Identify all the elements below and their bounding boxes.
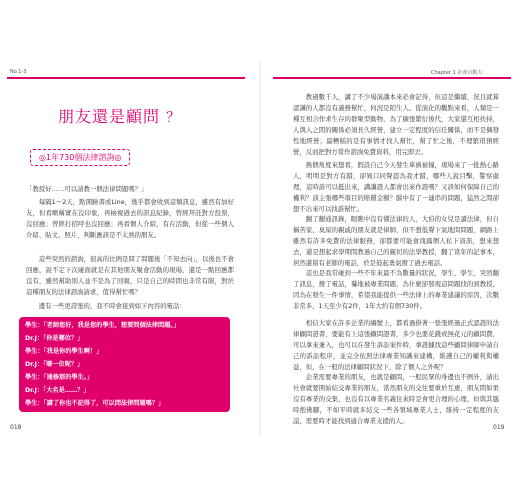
right-paragraph-4: 這也是我常碰到一些不年來最不為數量的狀況，學生，學生，突然翻了訊息，撥了電話，驀地被專業問題，為什麼卻發現這問題找的到教授，因為在發生一件事情，希望我能提供一些法律上的專業建議的原因，次數非常多，1天至少有2件，1年大約有個730件。 (293, 269, 499, 310)
right-page (261, 0, 520, 500)
dialogue-box (19, 317, 230, 412)
left-paragraph-4: 邊有一些更誇張的，我不時會接到如下內容的電話： (38, 302, 186, 310)
left-paragraph-1: 「教授好……可以請教一個法律問題嗎？」 (26, 185, 148, 193)
left-page-number: 018 (10, 424, 22, 431)
left-page (0, 0, 259, 500)
left-header-rule (7, 77, 245, 79)
right-header-rule (273, 77, 511, 79)
left-paragraph-3: 這些突然的諮詢，很高的比例是問了問題後「不知去向」，以後也不會回應，說不定下次碰面就是在其他朋友聚會活動的現場，還是一點回應都沒有，雖然幫助別人並不是為了回報，只是自己的時間也非常有限，對於這種朋友的法律諮詢請求，值得幫忙嗎？ (26, 255, 234, 296)
chapter-title (58, 104, 181, 127)
right-paragraph-2: 換個角度來想看，假設自己今天發生車禍被撞，現場來了一批熱心路人，明明是對方有錯，卻異口同聲認為我才錯，哪些人說目擊，警察處理，這時誰可以挺出來，講講證人都會出來作證嗎？又該如何保障自己的權利？該主張哪些項目的賠償金額？腦中有了一連串的問題，猛然之間卻想不出來可以找誰幫忙。 (293, 161, 499, 213)
right-paragraph-1: 教過數千人，講了不少場演講本來必會記得，但這是繼續，況且就算認識的人都沒有義務幫忙，何況是陌生人。從演化的觀點來看，人類是一種互相合作求生存的群聚型動物，為了擴張繁衍後代，大家還互相扶持，人與人之間的關係必須長久經營，建立一定程度的信任關係，而不是偶發性地經營；最糟糕的是有事情才找人幫忙，幫了忙之後，不理繁瑣預經營，反而把對方當作諮詢免費資料，用完即丟。 (293, 93, 499, 156)
right-paragraph-5: 相信大家在許多企業的編號上，都看過掛著一張張經過正式認證的法律顧問證書，要能有上這張顧問證書，多少也要花錢或無花元的顧問費，可以拿來兼入，也可以在發生訴訟案件時，拿證據找這些顧問律師申請自己的訴訟程序，並完全依照法律專業知識來建構，維護自己的權利與權益，但，在一般的法律顧問狀況下，除了個人之外呢？ (293, 319, 499, 371)
dialogue-line: Dr.J：「哪一位呢？」 (25, 361, 84, 368)
right-header-tab: Chapter 1 社會百動力 (431, 70, 483, 76)
right-paragraph-6: 企業需要專業的朋友，也就是顧問，一般民眾的身邊也不例外，請出社會就要開始結交專業的朋友，當然朋友的交往要重於互惠，朋友間如果沒有專業的交集，也沒有以專業名義往來時是會更合理的心理，但與其臨時抱佛腳，不如平時就多結交一些各領域專業人士，維持一定程度的友誼，需要時才能找到適合專業支援的人。 (293, 373, 499, 425)
section-badge: ◎1年730個法律諮詢◎ (30, 149, 130, 166)
dialogue-line: Dr.J：「你是哪位？」 (25, 335, 84, 342)
dialogue-line: Dr.J：「大名是……？」 (25, 387, 90, 394)
dialogue-line: 學生：「講了你也不記得了，可以問法律問題嗎？」 (25, 400, 165, 407)
dialogue-line: 學生：「老師您好，我是您的學生，想要問個法律問題。」 (25, 322, 180, 329)
chapter-title-mark: ？ (166, 110, 182, 126)
dialogue-line: 學生：「我是你的學生啊！」 (25, 348, 103, 355)
left-header-tab: No.1-3 (10, 69, 27, 75)
left-paragraph-2: 每隔1～2天，點開臉書或Line，幾乎都會收到這類訊息，雖然有加好友，但看暱稱實在沒印象，再檢視過去的訊息紀錄，曾經拜託對方投票，沒回應；曾經打招呼也沒回應；再看個人介紹，有在活動，但從一些個人介紹、貼文、照片，判斷應該是不太熟的朋友。 (26, 198, 234, 239)
right-paragraph-3: 翻了翻通訊錄，眼瞧中沒有懂法律的人，大伯的女兒是讀法律，但自稱苦家，臭屎的親戚的朋友就是律師，但不想低聲下氣地問問題，網路上雖然有許多免費的法律服務，卻都要可能會洩露個人私下資訊，想來想去，還是想起求學期間教過自己的親切的法學教授，翻了當年的記事本，居然還留有老師的電話，於是鼓起勇氣撥了過去電話。 (293, 215, 499, 267)
dialogue-line: 學生：「通修那的學生。」 (25, 374, 94, 381)
right-page-number: 019 (493, 424, 505, 431)
chapter-title-text: 朋友還是顧問 (58, 107, 161, 126)
